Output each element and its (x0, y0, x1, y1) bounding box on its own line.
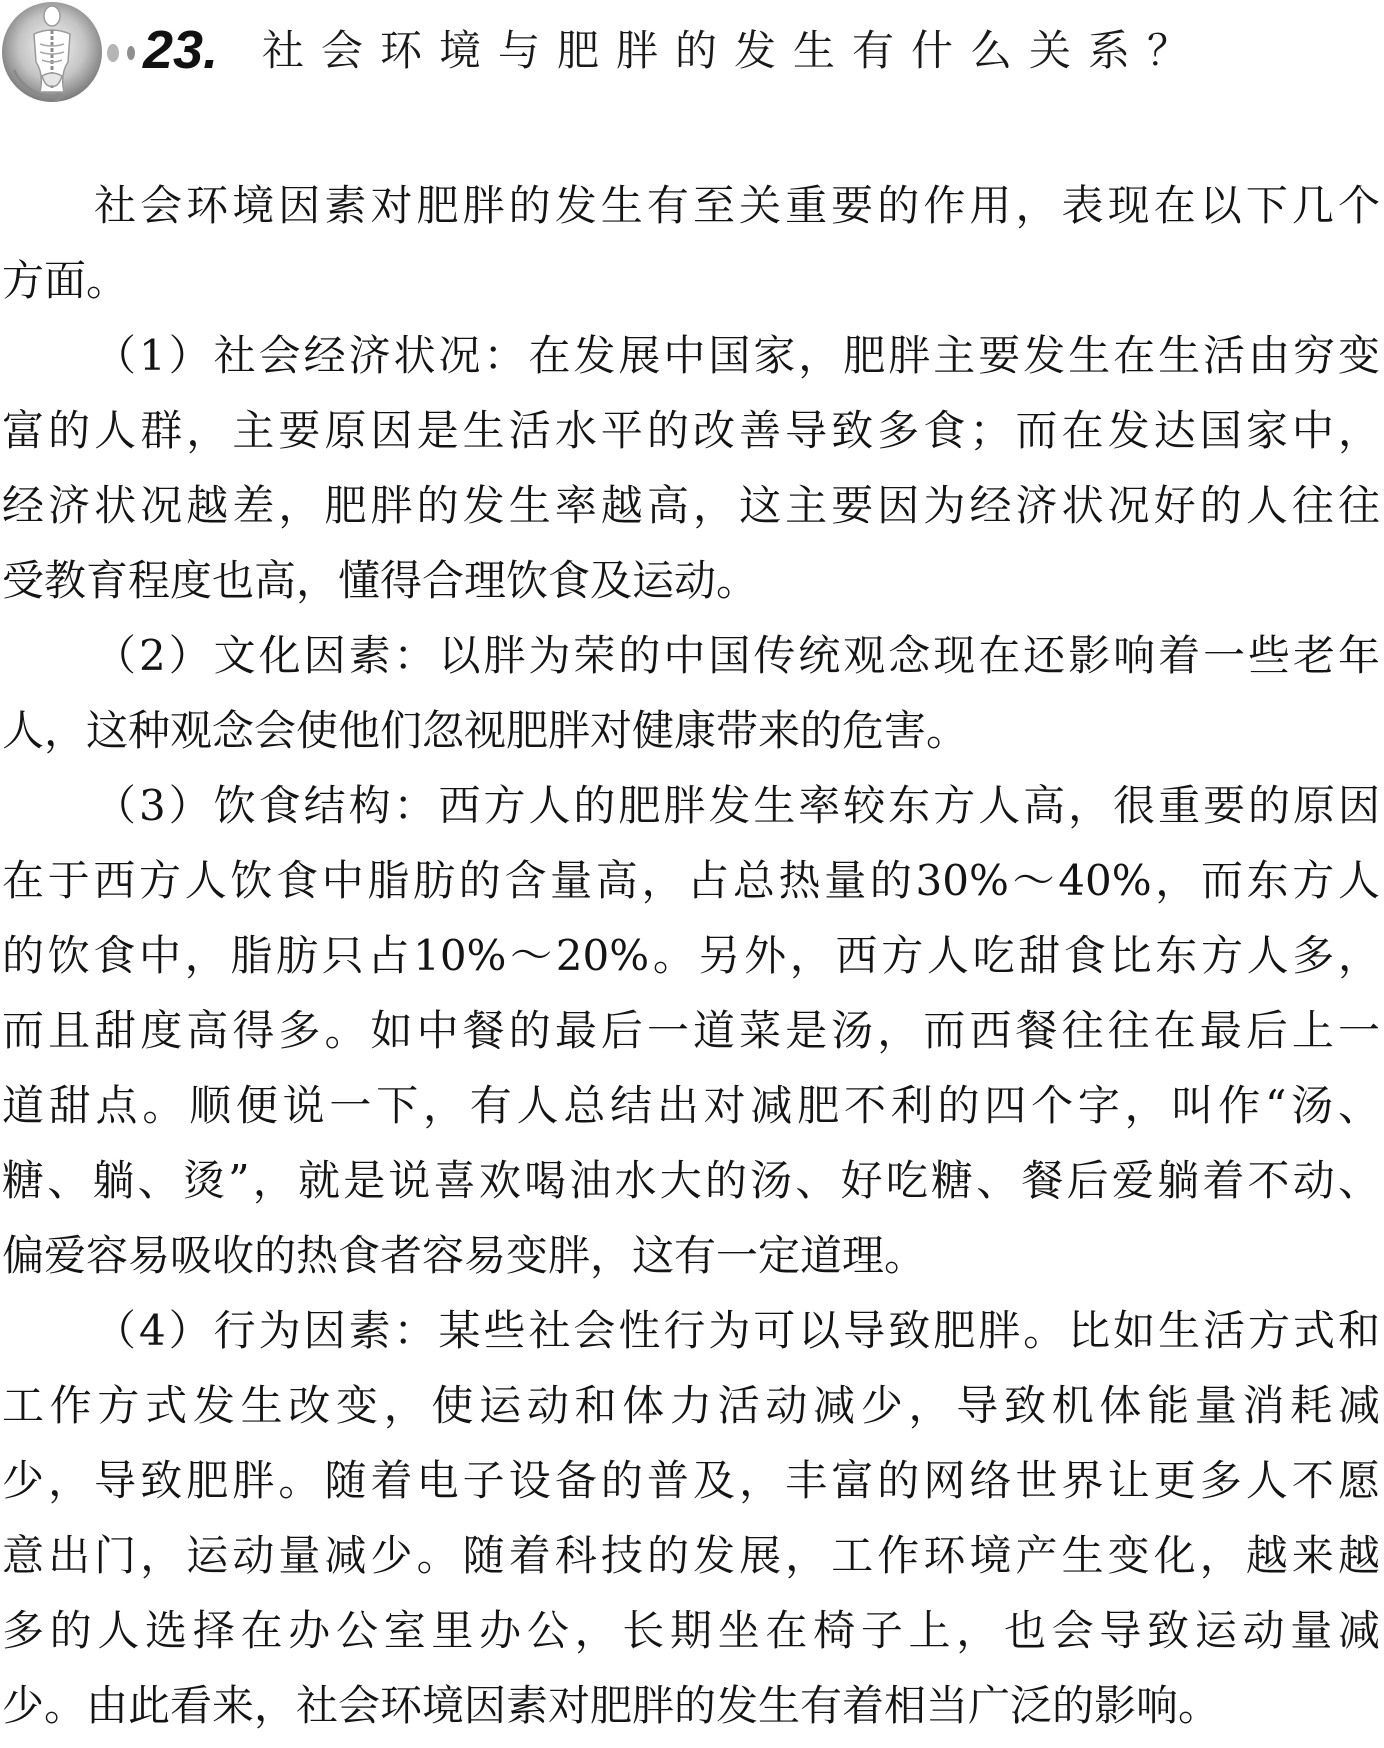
article-body (2, 168, 1380, 1743)
text-line: （3）饮食结构：西方人的肥胖发生率较东方人高，很重要的原因 (94, 781, 1380, 830)
text-line: 少，导致肥胖。随着电子设备的普及，丰富的网络世界让更多人不愿 (2, 1456, 1380, 1505)
text-line: 受教育程度也高，懂得合理饮食及运动。 (2, 556, 759, 605)
human-body-icon (0, 0, 108, 108)
section-header (0, 0, 1384, 110)
text-line: 意出门，运动量减少。随着科技的发展，工作环境产生变化，越来越 (2, 1531, 1380, 1580)
question-title: 社会环境与肥胖的发生有什么关系？ (262, 26, 1207, 75)
text-line: 偏爱容易吸收的热食者容易变胖，这有一定道理。 (2, 1231, 927, 1280)
text-line: 方面。 (2, 256, 129, 305)
paragraph (2, 1293, 1380, 1743)
text-line: 糖、躺、烫”，就是说喜欢喝油水大的汤、好吃糖、餐后爱躺着不动、 (2, 1156, 1380, 1205)
paragraph (2, 768, 1380, 1293)
text-line: 经济状况越差，肥胖的发生率越高，这主要因为经济状况好的人往往 (2, 481, 1380, 530)
text-line: 少。由此看来，社会环境因素对肥胖的发生有着相当广泛的影响。 (2, 1681, 1221, 1730)
text-line: 道甜点。顺便说一下，有人总结出对减肥不利的四个字，叫作“汤、 (2, 1081, 1380, 1130)
paragraph (2, 318, 1380, 618)
decorative-dots (106, 40, 140, 66)
text-line: 而且甜度高得多。如中餐的最后一道菜是汤，而西餐往往在最后上一 (2, 1006, 1380, 1055)
text-line: 富的人群，主要原因是生活水平的改善导致多食；而在发达国家中， (2, 406, 1380, 455)
question-number: 23. (143, 20, 219, 80)
text-line: （1）社会经济状况：在发展中国家，肥胖主要发生在生活由穷变 (94, 331, 1380, 380)
text-line: （4）行为因素：某些社会性行为可以导致肥胖。比如生活方式和 (94, 1306, 1380, 1355)
text-line: 社会环境因素对肥胖的发生有至关重要的作用，表现在以下几个 (94, 181, 1380, 230)
text-line: 多的人选择在办公室里办公，长期坐在椅子上，也会导致运动量减 (2, 1606, 1380, 1655)
paragraph (2, 618, 1380, 768)
text-line: 在于西方人饮食中脂肪的含量高，占总热量的30%～40%，而东方人 (2, 856, 1380, 905)
paragraph (2, 168, 1380, 318)
text-line: 人，这种观念会使他们忽视肥胖对健康带来的危害。 (2, 706, 969, 755)
text-line: 工作方式发生改变，使运动和体力活动减少，导致机体能量消耗减 (2, 1381, 1380, 1430)
text-line: 的饮食中，脂肪只占10%～20%。另外，西方人吃甜食比东方人多， (2, 931, 1380, 980)
text-line: （2）文化因素：以胖为荣的中国传统观念现在还影响着一些老年 (94, 631, 1380, 680)
